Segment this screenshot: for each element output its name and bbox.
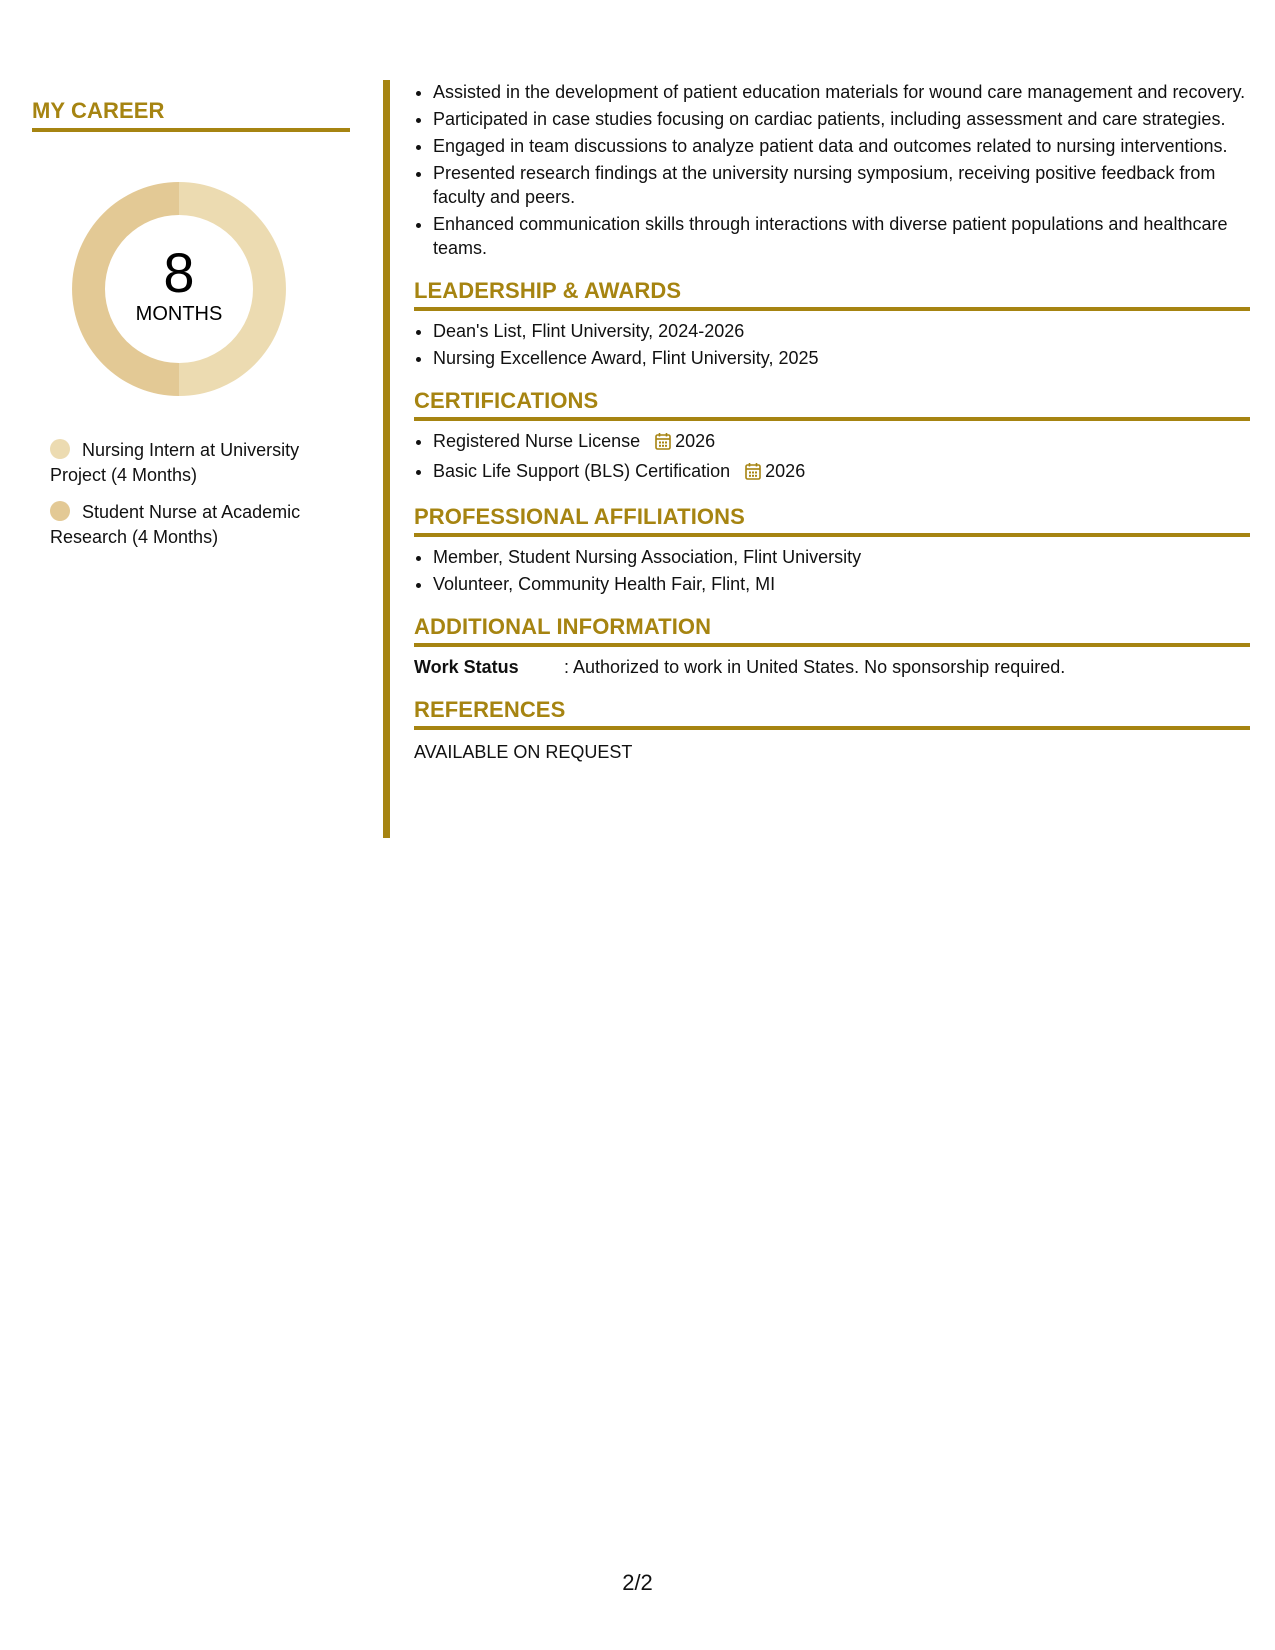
legend-dot: [50, 501, 70, 521]
main-content: [414, 80, 1250, 764]
career-total-unit: MONTHS: [135, 303, 223, 325]
references-section: [414, 697, 1250, 764]
affiliation-item: • Volunteer, Community Health Fair, Flint, MI: [433, 572, 1250, 596]
affiliations-title: PROFESSIONAL AFFILIATIONS: [414, 504, 745, 529]
experience-bullets: [414, 80, 1250, 260]
affiliations-list: [414, 545, 1250, 596]
certification-item: [433, 459, 1250, 486]
affiliations-rule: [414, 533, 1250, 537]
certifications-title: CERTIFICATIONS: [414, 388, 599, 413]
legend-dot: [50, 439, 70, 459]
certifications-list: [414, 429, 1250, 486]
leadership-title: LEADERSHIP & AWARDS: [414, 278, 682, 303]
references-rule: [414, 726, 1250, 730]
certification-name: Basic Life Support (BLS) Certification: [433, 461, 731, 481]
certification-year: 2026: [765, 461, 806, 481]
additional-info-section: [414, 614, 1250, 679]
additional-info-title: ADDITIONAL INFORMATION: [414, 614, 712, 639]
certifications-rule: [414, 417, 1250, 421]
career-title-rule: [32, 128, 350, 132]
column-divider: [383, 80, 390, 838]
references-text: AVAILABLE ON REQUEST: [414, 742, 633, 762]
leadership-section: [414, 278, 1250, 370]
work-status-row: [414, 655, 1250, 679]
calendar-icon: [655, 432, 671, 456]
calendar-icon: [745, 462, 761, 486]
experience-bullet: • Enhanced communication skills through interactions with diverse patient populations and healthcare teams.: [433, 212, 1250, 260]
certification-item: [433, 429, 1250, 456]
references-title: REFERENCES: [414, 697, 566, 722]
affiliations-section: [414, 504, 1250, 596]
work-status-label: Work Status: [414, 657, 519, 677]
leadership-item: • Dean's List, Flint University, 2024-2026: [433, 319, 1250, 343]
experience-bullet: • Assisted in the development of patient education materials for wound care management and recovery.: [433, 80, 1250, 104]
experience-bullet: • Engaged in team discussions to analyze patient data and outcomes related to nursing interventions.: [433, 134, 1250, 158]
experience-bullet: • Presented research findings at the university nursing symposium, receiving positive feedback from faculty and peers.: [433, 161, 1250, 209]
certifications-section: [414, 388, 1250, 486]
career-sidebar: [32, 98, 350, 562]
leadership-rule: [414, 307, 1250, 311]
certification-name: Registered Nurse License: [433, 431, 641, 451]
legend-label: Student Nurse at Academic Research (4 Months): [50, 502, 301, 547]
career-donut-chart: [66, 176, 292, 402]
page-number: 2/2: [622, 1570, 653, 1595]
work-status-value: : Authorized to work in United States. No sponsorship required.: [564, 657, 1066, 677]
experience-bullet: • Participated in case studies focusing on cardiac patients, including assessment and care strategies.: [433, 107, 1250, 131]
additional-info-rule: [414, 643, 1250, 647]
affiliation-item: • Member, Student Nursing Association, Flint University: [433, 545, 1250, 569]
donut-center: [66, 176, 292, 402]
career-legend: [50, 438, 350, 550]
leadership-list: [414, 319, 1250, 370]
certification-year: 2026: [675, 431, 716, 451]
career-legend-item: [50, 438, 350, 488]
career-title: MY CAREER: [32, 98, 165, 123]
leadership-item: • Nursing Excellence Award, Flint University, 2025: [433, 346, 1250, 370]
career-legend-item: [50, 500, 350, 550]
legend-label: Nursing Intern at University Project (4 Months): [50, 440, 300, 485]
career-total-value: 8: [163, 241, 195, 304]
